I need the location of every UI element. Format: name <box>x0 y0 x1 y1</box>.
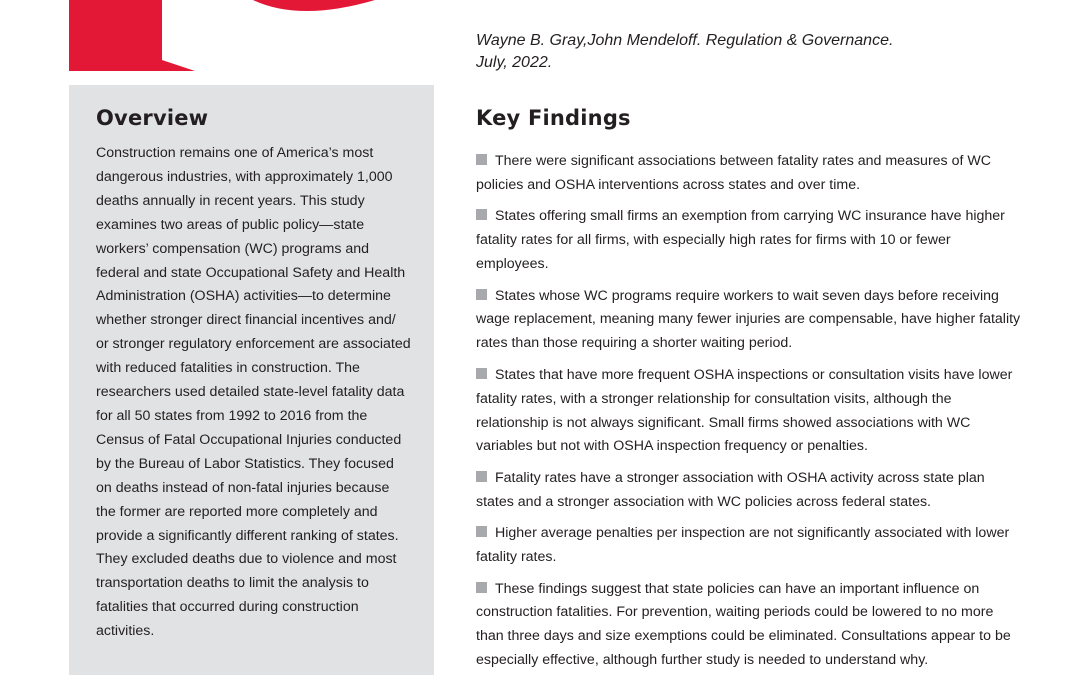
finding-item <box>476 578 1021 674</box>
citation-date: July, 2022. <box>476 54 553 71</box>
finding-text: States that have more frequent OSHA inspections or consultation visits have lower fatality rates, with a stronger relationship for consultation visits, although the relationship is not always significant. Small firms showed associations with WC variables but not with OSHA inspection frequency or penalties. <box>476 366 1013 455</box>
square-bullet-icon <box>476 209 487 220</box>
finding-text: States offering small firms an exemption from carrying WC insurance have higher fatality rates for all firms, with especially high rates for firms with 10 or fewer employees. <box>476 208 1005 273</box>
key-findings-heading: Key Findings <box>476 106 631 130</box>
finding-text: These findings suggest that state policies can have an important influence on construction fatalities. For prevention, waiting periods could be lowered to no more than three days and size exemptions could be eliminated. Consultations appear to be especially effective, although further study is needed to understand why. <box>476 580 1011 669</box>
square-bullet-icon <box>476 289 487 300</box>
square-bullet-icon <box>476 471 487 482</box>
finding-item <box>476 364 1021 460</box>
logo-red-block <box>69 0 195 71</box>
finding-text: Higher average penalties per inspection are not significantly associated with lower fatality rates. <box>476 525 1010 566</box>
citation-authors-journal: Wayne B. Gray,John Mendeloff. Regulation & Governance. <box>476 32 894 49</box>
key-findings-section <box>476 106 1021 675</box>
overview-body: Construction remains one of America’s most dangerous industries, with approximately 1,000 deaths annually in recent years. This study examines two areas of public policy—state workers’ compensation (WC) programs and federal and state Occupational Safety and Health Administration (OSHA) activities—to determine whether stronger direct financial incentives and/ or stronger regulatory enforcement are associated with reduced fatalities in construction. The researchers used detailed state-level fatality data for all 50 states from 1992 to 2016 from the Census of Fatal Occupational Injuries conducted by the Bureau of Labor Statistics. They focused on deaths instead of non-fatal injuries because the former are reported more completely and provide a significantly different ranking of states. They excluded deaths due to violence and most transportation deaths to limit the analysis to fatalities that occurred during construction activities. <box>96 145 411 640</box>
square-bullet-icon <box>476 582 487 593</box>
square-bullet-icon <box>476 154 487 165</box>
finding-item <box>476 285 1021 357</box>
key-findings-list <box>476 150 1021 673</box>
square-bullet-icon <box>476 526 487 537</box>
overview-heading: Overview <box>96 106 209 130</box>
citation <box>476 30 1036 74</box>
finding-text: States whose WC programs require workers to wait seven days before receiving wage replacement, meaning many fewer injuries are compensable, have higher fatality rates than those requiring a shorter waiting period. <box>476 287 1021 352</box>
finding-item <box>476 467 1021 515</box>
finding-text: There were significant associations between fatality rates and measures of WC policies and OSHA interventions across states and over time. <box>476 153 992 193</box>
overview-panel <box>69 85 434 675</box>
finding-item <box>476 205 1021 277</box>
finding-item <box>476 522 1021 570</box>
brand-logo-graphic <box>0 0 460 80</box>
logo-red-arc <box>253 0 375 11</box>
finding-item <box>476 150 1021 198</box>
finding-text: Fatality rates have a stronger association with OSHA activity across state plan states and a stronger association with WC policies across federal states. <box>476 469 985 510</box>
square-bullet-icon <box>476 368 487 379</box>
